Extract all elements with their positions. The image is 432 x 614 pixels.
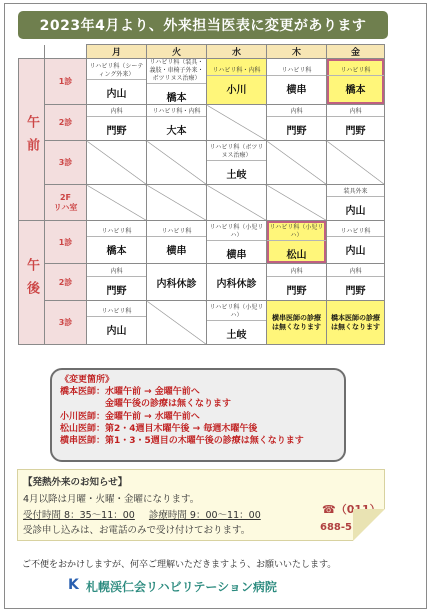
day-thu: 木: [267, 45, 327, 59]
cell-am-r2-thu: 内科 門野: [267, 105, 327, 141]
notice-line: 受診申し込みは、お電話のみで受け付けております。: [23, 525, 251, 536]
room-label: 2診: [45, 105, 87, 141]
room-label: 2診: [45, 264, 87, 301]
cell-am-r4-fri: 装具外来 内山: [327, 185, 385, 221]
notice-hours: [23, 507, 261, 521]
room-label-rehab: 2F リハ室: [45, 185, 87, 221]
cell-pm-r2-wed: 内科休診: [207, 264, 267, 301]
fever-clinic-notice: [17, 469, 385, 541]
cell-am-r2-tue: リハビリ科・内科 大本: [147, 105, 207, 141]
cell-pm-r2-fri: 内科 門野: [327, 264, 385, 301]
room-label: 3診: [45, 141, 87, 185]
cell-am-r1-mon: リハビリ科（シーティング外来） 内山: [87, 59, 147, 105]
cell-pm-r2-tue: 内科休診: [147, 264, 207, 301]
change-item: 横串医師：第1・3・5週目の木曜午後の診療は無くなります: [60, 436, 304, 447]
phone-area-code: ☎（011）: [322, 503, 381, 516]
cell-am-r2-fri: 内科 門野: [327, 105, 385, 141]
page-fold-decoration: [353, 509, 385, 541]
cell-pm-r3-thu: 横串医師の診療は無くなります: [267, 301, 327, 345]
room-label: 3診: [45, 301, 87, 345]
day-tue: 火: [147, 45, 207, 59]
cell-am-r4-thu-empty: [267, 185, 327, 221]
consult-hours: 診療時間 9：00～11：00: [148, 510, 261, 521]
change-item: 小川医師：金曜午前 → 水曜午前へ: [60, 411, 200, 422]
cell-pm-r1-fri: リハビリ科 内山: [327, 221, 385, 264]
change-item: 松山医師：第2・4週目木曜午後 → 毎週木曜午後: [60, 423, 258, 434]
notice-title: 【発熱外来のお知らせ】: [23, 477, 128, 488]
cell-pm-r2-thu: 内科 門野: [267, 264, 327, 301]
cell-am-r1-fri: リハビリ科 橋本: [327, 59, 385, 105]
section-am: 午前: [19, 59, 45, 221]
cell-am-r3-tue-empty: [147, 141, 207, 185]
cell-am-r2-mon: 内科 門野: [87, 105, 147, 141]
changes-heading: 《変更箇所》: [60, 375, 115, 385]
room-label: 1診: [45, 221, 87, 264]
apology-text: ご不便をおかけしますが、何卒ご理解いただきますよう、お願いいたします。: [22, 560, 337, 570]
header-empty: [45, 45, 87, 59]
cell-pm-r1-tue: リハビリ科 横串: [147, 221, 207, 264]
header-empty: [19, 45, 45, 59]
cell-pm-r1-wed: リハビリ科（小児リハ） 横串: [207, 221, 267, 264]
cell-am-r3-thu-empty: [267, 141, 327, 185]
cell-am-r1-thu: リハビリ科 横串: [267, 59, 327, 105]
k-logo-icon: K: [68, 577, 79, 593]
cell-am-r2-wed-empty: [207, 105, 267, 141]
notice-line: 4月以降は月曜・火曜・金曜になります。: [23, 494, 200, 505]
cell-am-r1-wed: リハビリ科・内科 小川: [207, 59, 267, 105]
change-item: 金曜午後の診療は無くなります: [60, 399, 232, 410]
cell-pm-r2-mon: 内科 門野: [87, 264, 147, 301]
cell-am-r4-tue-empty: [147, 185, 207, 221]
hospital-name: 札幌渓仁会リハビリテーション病院: [86, 580, 277, 594]
schedule-table: [18, 44, 385, 345]
cell-am-r3-mon-empty: [87, 141, 147, 185]
reception-hours: 受付時間 8：35～11：00: [23, 510, 135, 521]
room-label: 1診: [45, 59, 87, 105]
section-pm: 午後: [19, 221, 45, 345]
phone-number: 688-5168: [320, 522, 373, 533]
cell-am-r1-tue: リハビリ科（装具・義肢・車椅子外来・ボツリヌス治療） 橋本: [147, 59, 207, 105]
day-fri: 金: [327, 45, 385, 59]
day-mon: 月: [87, 45, 147, 59]
cell-pm-r3-tue-empty: [147, 301, 207, 345]
cell-am-r4-wed-empty: [207, 185, 267, 221]
page-title: 2023年4月より、外来担当医表に変更があります: [18, 11, 388, 39]
cell-am-r4-mon-empty: [87, 185, 147, 221]
cell-pm-r1-mon: リハビリ科 橋本: [87, 221, 147, 264]
change-item: 橋本医師：水曜午前 → 金曜午前へ: [60, 387, 200, 398]
header-row: [19, 45, 385, 59]
cell-pm-r3-mon: リハビリ科 内山: [87, 301, 147, 345]
cell-pm-r3-fri: 橋本医師の診療は無くなります: [327, 301, 385, 345]
day-wed: 水: [207, 45, 267, 59]
cell-pm-r1-thu: リハビリ科（小児リハ） 松山: [267, 221, 327, 264]
cell-am-r3-wed: リハビリ科（ボツリヌス治療） 土岐: [207, 141, 267, 185]
cell-am-r3-fri-empty: [327, 141, 385, 185]
changes-box: [50, 368, 346, 462]
cell-pm-r3-wed: リハビリ科（小児リハ） 土岐: [207, 301, 267, 345]
